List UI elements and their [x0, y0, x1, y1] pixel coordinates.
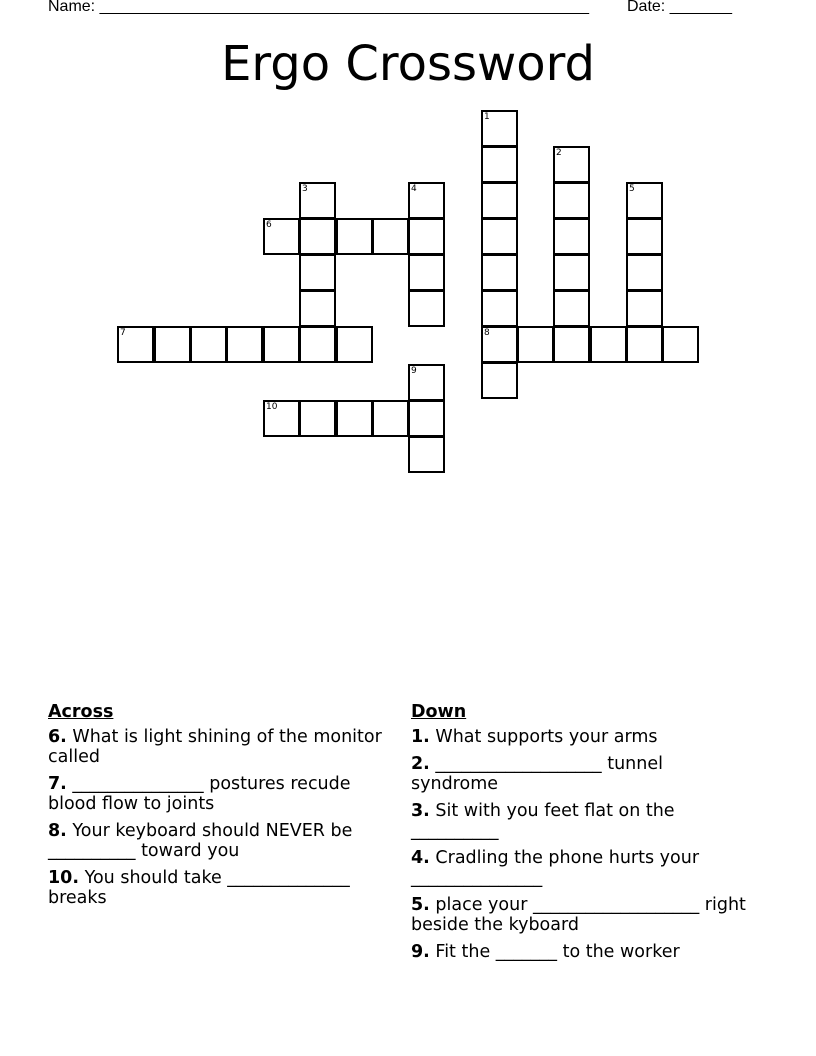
cell-number: 5: [629, 184, 635, 194]
crossword-cell[interactable]: [481, 218, 518, 255]
clue-number: 7.: [48, 774, 67, 794]
crossword-cell[interactable]: [517, 326, 554, 363]
cell-number: 6: [266, 220, 272, 230]
crossword-cell[interactable]: [481, 290, 518, 327]
crossword-cell[interactable]: [263, 218, 300, 255]
crossword-cell[interactable]: [372, 400, 409, 437]
cell-number: 4: [411, 184, 417, 194]
crossword-cell[interactable]: [336, 326, 373, 363]
crossword-cell[interactable]: [154, 326, 191, 363]
crossword-cell[interactable]: [372, 218, 409, 255]
crossword-cell[interactable]: [299, 400, 336, 437]
clue-number: 5.: [411, 895, 430, 915]
clue-text: Cradling the phone hurts your _______________: [411, 848, 700, 888]
crossword-cell[interactable]: [553, 326, 590, 363]
across-clue-10: [48, 868, 388, 908]
crossword-cell[interactable]: [408, 290, 445, 327]
clue-text: What supports your arms: [435, 727, 658, 747]
cell-number: 1: [484, 112, 490, 122]
clue-number: 2.: [411, 754, 430, 774]
clue-text: You should take ______________ breaks: [48, 868, 350, 908]
clue-text: _______________ postures recude blood flow to joints: [48, 774, 351, 814]
clue-number: 10.: [48, 868, 80, 888]
down-clue-9: [411, 942, 751, 962]
crossword-cell[interactable]: [553, 146, 590, 183]
crossword-cell[interactable]: [263, 400, 300, 437]
crossword-cell[interactable]: [117, 326, 154, 363]
crossword-cell[interactable]: [553, 182, 590, 219]
down-clue-4: [411, 848, 751, 888]
page-title: Ergo Crossword: [221, 36, 595, 92]
crossword-cell[interactable]: [481, 182, 518, 219]
clue-number: 3.: [411, 801, 430, 821]
crossword-cell[interactable]: [299, 182, 336, 219]
cell-number: 8: [484, 328, 490, 338]
crossword-cell[interactable]: [626, 290, 663, 327]
clue-number: 9.: [411, 942, 430, 962]
clue-text: Your keyboard should NEVER be __________ toward you: [48, 821, 353, 861]
crossword-cell[interactable]: [408, 400, 445, 437]
clue-text: ___________________ tunnel syndrome: [411, 754, 663, 794]
down-clues: [411, 701, 751, 969]
name-label: Name: _______________________________________________________: [48, 0, 589, 15]
date-label: Date: _______: [627, 0, 732, 15]
cell-number: 7: [120, 328, 126, 338]
cell-number: 9: [411, 366, 417, 376]
crossword-cell[interactable]: [299, 218, 336, 255]
crossword-cell[interactable]: [553, 290, 590, 327]
clue-text: What is light shining of the monitor called: [48, 727, 382, 767]
across-clue-8: [48, 821, 388, 861]
crossword-cell[interactable]: [626, 218, 663, 255]
crossword-cell[interactable]: [336, 218, 373, 255]
crossword-cell[interactable]: [662, 326, 699, 363]
crossword-cell[interactable]: [553, 218, 590, 255]
down-clue-1: [411, 727, 751, 747]
across-heading: Across: [48, 702, 114, 722]
down-heading: Down: [411, 702, 467, 722]
down-clue-3: [411, 801, 751, 841]
crossword-cell[interactable]: [626, 326, 663, 363]
clue-number: 4.: [411, 848, 430, 868]
crossword-cell[interactable]: [336, 400, 373, 437]
clue-number: 1.: [411, 727, 430, 747]
across-clues: [48, 701, 388, 915]
crossword-cell[interactable]: [408, 436, 445, 473]
across-clue-6: [48, 727, 388, 767]
crossword-cell[interactable]: [190, 326, 227, 363]
crossword-cell[interactable]: [481, 326, 518, 363]
clue-text: Fit the _______ to the worker: [435, 942, 680, 962]
cell-number: 2: [556, 148, 562, 158]
crossword-cell[interactable]: [481, 362, 518, 399]
crossword-cell[interactable]: [408, 182, 445, 219]
crossword-cell[interactable]: [626, 254, 663, 291]
crossword-cell[interactable]: [226, 326, 263, 363]
crossword-cell[interactable]: [299, 290, 336, 327]
cell-number: 10: [266, 402, 278, 412]
crossword-cell[interactable]: [408, 364, 445, 401]
crossword-cell[interactable]: [481, 110, 518, 147]
crossword-cell[interactable]: [299, 254, 336, 291]
crossword-cell[interactable]: [590, 326, 627, 363]
down-clue-5: [411, 895, 751, 935]
crossword-cell[interactable]: [299, 326, 336, 363]
clue-number: 6.: [48, 727, 67, 747]
clue-text: place your ___________________ right beside the kyboard: [411, 895, 746, 935]
crossword-cell[interactable]: [481, 146, 518, 183]
cell-number: 3: [302, 184, 308, 194]
clue-number: 8.: [48, 821, 67, 841]
crossword-cell[interactable]: [408, 218, 445, 255]
crossword-cell[interactable]: [408, 254, 445, 291]
clue-text: Sit with you feet flat on the __________: [411, 801, 675, 841]
down-clue-2: [411, 754, 751, 794]
crossword-cell[interactable]: [553, 254, 590, 291]
across-clue-7: [48, 774, 388, 814]
crossword-cell[interactable]: [263, 326, 300, 363]
crossword-cell[interactable]: [481, 254, 518, 291]
crossword-cell[interactable]: [626, 182, 663, 219]
